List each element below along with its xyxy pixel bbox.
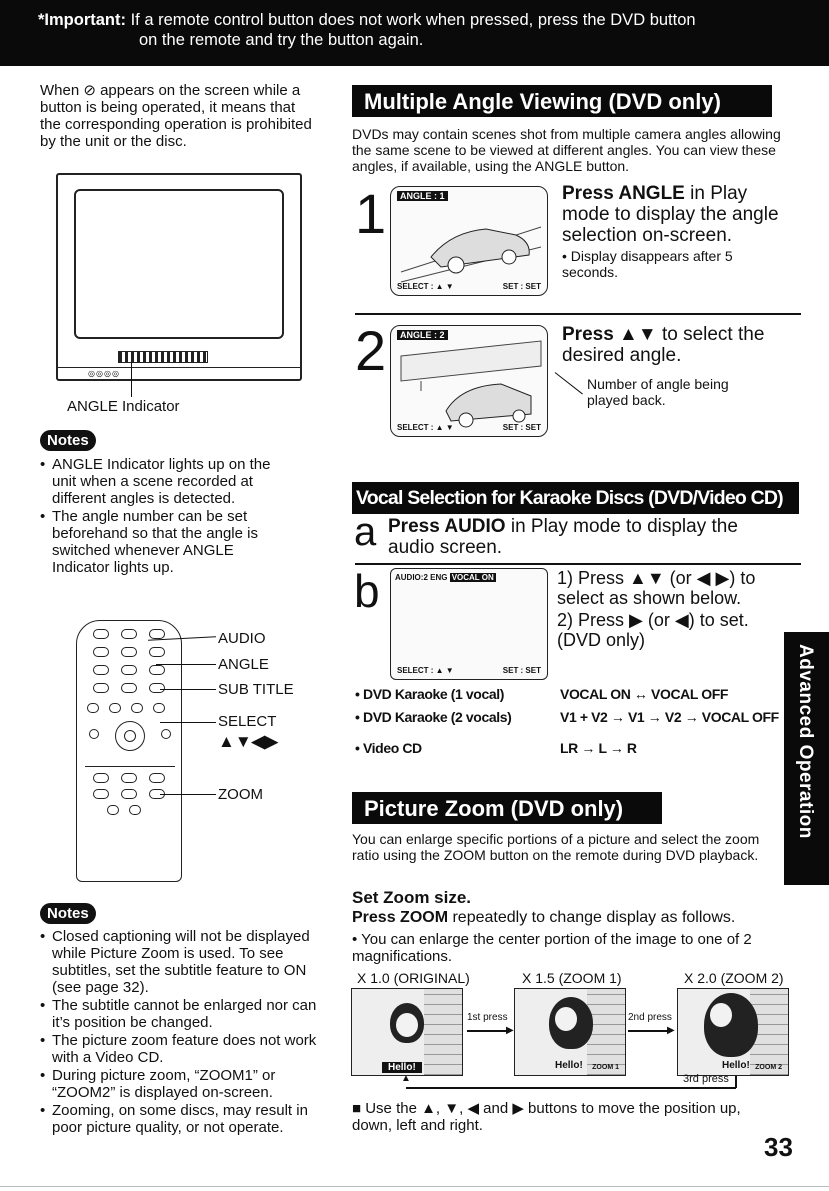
car-illustration <box>391 326 548 437</box>
angle-indicator-label: ANGLE Indicator <box>67 398 180 415</box>
audio-screen-footer <box>397 666 541 675</box>
note-item: • During picture zoom, “ZOOM1” or “ZOOM2” is displayed on-screen. <box>40 1067 320 1101</box>
angle1-screen <box>390 186 548 296</box>
set-zoom-title: Set Zoom size. <box>352 888 472 907</box>
vocal-row-value: V1 + V2 → V1 → V2 → VOCAL OFF <box>560 709 779 725</box>
angle2-select: SELECT : ▲ ▼ <box>397 423 454 432</box>
remote-key <box>131 703 143 713</box>
remote-key <box>93 773 109 783</box>
step-1-bold: Press ANGLE <box>562 183 685 204</box>
zoom-caption-2: X 1.5 (ZOOM 1) <box>522 970 622 986</box>
hello-caption: Hello! <box>382 1062 422 1073</box>
remote-key <box>121 789 137 799</box>
angle1-footer <box>397 282 541 291</box>
important-line2: on the remote and try the button again. <box>139 31 424 49</box>
remote-key <box>89 729 99 739</box>
angle-description: DVDs may contain scenes shot from multiple camera angles allowing the same scene to be viewed at different angles. You can view these angles, if available, using the ANGLE button. <box>352 126 781 174</box>
woman-illustration <box>390 1003 424 1043</box>
vocal-row <box>355 737 779 760</box>
advanced-operation-tab <box>784 632 829 885</box>
step-2-bold: Press ▲▼ <box>562 324 657 345</box>
zoom-pointer <box>160 794 216 795</box>
zoom-section-title: Picture Zoom (DVD only) <box>352 792 662 824</box>
page-bottom-rule <box>0 1186 829 1187</box>
remote-key <box>153 703 165 713</box>
remote-subtitle-label: SUB TITLE <box>218 681 294 698</box>
angle2-set: SET : SET <box>502 423 541 432</box>
note-item: • The subtitle cannot be enlarged nor can it’s position be changed. <box>40 997 320 1031</box>
side-tab-label: Advanced Operation <box>795 644 816 839</box>
subtitle-pointer <box>160 689 216 690</box>
zoom-description: You can enlarge specific portions of a picture and select the zoom ratio using the ZOOM button on the remote during DVD playback. <box>352 831 760 863</box>
note-item: • The angle number can be set beforehand so that the angle is switched whenever ANGLE Indicator lights up. <box>40 508 295 576</box>
remote-key <box>93 665 109 675</box>
angle-number-pointer <box>555 372 583 394</box>
arrow-1 <box>467 1030 511 1032</box>
remote-set-key <box>124 730 136 742</box>
woman-illustration <box>549 997 593 1049</box>
press-1-label: 1st press <box>467 1012 508 1023</box>
zoom2-tag: ZOOM 2 <box>755 1064 782 1071</box>
step-1-bullet: • Display disappears after 5 seconds. <box>562 248 733 280</box>
remote-key <box>121 773 137 783</box>
remote-key <box>129 805 141 815</box>
vocal-row-value: VOCAL ON ↔ VOCAL OFF <box>560 686 729 702</box>
remote-key <box>121 665 137 675</box>
step-2-rest: to select the desired angle. <box>562 324 765 366</box>
remote-select-label: SELECT <box>218 713 277 730</box>
step-1-instruction <box>562 183 794 246</box>
remote-select-arrows: ▲▼◀▶ <box>218 732 278 751</box>
vocal-row-label: • Video CD <box>355 740 422 756</box>
zoom-caption-1: X 1.0 (ORIGINAL) <box>357 970 470 986</box>
angle-indicator-pointer <box>131 362 132 397</box>
step-b-letter: b <box>354 565 380 617</box>
arrow-2-head: ▶ <box>667 1025 675 1036</box>
press-zoom-bold: Press ZOOM <box>352 909 449 926</box>
vocal-row-value: LR → L → R <box>560 740 637 756</box>
step-1-bullet-text: Display disappears after 5 seconds. <box>562 248 733 280</box>
return-arrow-riser <box>735 1076 737 1088</box>
move-position-note: ■ Use the ▲, ▼, ◀ and ▶ buttons to move the position up, down, left and right. <box>352 1100 741 1134</box>
important-banner <box>0 0 829 66</box>
step-b-2: 2) Press ▶ (or ◀) to set. (DVD only) <box>557 610 749 650</box>
angle-section-title: Multiple Angle Viewing (DVD only) <box>352 85 772 117</box>
zoom-original-image <box>351 988 463 1076</box>
tv-illustration <box>56 173 302 381</box>
angle2-screen <box>390 325 548 437</box>
tv-base: ◎◎◎◎ <box>58 367 300 379</box>
remote-key <box>87 703 99 713</box>
angle-pointer <box>156 664 216 665</box>
note-item: • Closed captioning will not be displayed while Picture Zoom is used. To see subtitles, set the subtitle feature to ON (see page 32). <box>40 928 320 996</box>
step-a-letter: a <box>354 510 377 554</box>
angle1-set: SET : SET <box>502 282 541 291</box>
step-2-note: Number of angle being played back. <box>587 376 729 408</box>
step-1-rest: in Play mode to display the angle selection on-screen. <box>562 183 779 246</box>
audio-select: SELECT : ▲ ▼ <box>397 666 454 675</box>
angle2-footer <box>397 423 541 432</box>
vocal-row <box>355 706 779 729</box>
remote-key <box>149 647 165 657</box>
zoom2-image <box>677 988 789 1076</box>
step-a-bold: Press AUDIO <box>388 516 506 537</box>
select-pointer <box>160 722 216 723</box>
remote-key <box>121 629 137 639</box>
angle1-select: SELECT : ▲ ▼ <box>397 282 454 291</box>
car-illustration <box>391 187 548 296</box>
brick-wall <box>587 989 625 1075</box>
remote-key <box>93 789 109 799</box>
vocal-section-title: Vocal Selection for Karaoke Discs (DVD/Video CD) <box>352 482 799 514</box>
vocal-options-table <box>355 683 779 760</box>
hello-caption: Hello! <box>555 1060 583 1071</box>
press-2-label: 2nd press <box>628 1012 672 1023</box>
remote-key <box>121 683 137 693</box>
zoom-bullet: • You can enlarge the center portion of the image to one of 2 magnifications. <box>352 931 752 965</box>
step-a-instruction <box>388 516 788 558</box>
audio-tag-highlight: VOCAL ON <box>451 573 494 582</box>
remote-key <box>149 683 165 693</box>
return-arrow-line <box>406 1087 736 1089</box>
note-item: • The picture zoom feature does not work with a Video CD. <box>40 1032 320 1066</box>
remote-key <box>149 665 165 675</box>
zoom-caption-3: X 2.0 (ZOOM 2) <box>684 970 784 986</box>
important-line1: If a remote control button does not work when pressed, press the DVD button <box>130 11 696 29</box>
brick-wall <box>424 989 462 1075</box>
audio-screen-tag <box>395 573 496 582</box>
remote-key <box>149 773 165 783</box>
remote-key <box>161 729 171 739</box>
remote-key <box>109 703 121 713</box>
step-divider <box>355 563 801 565</box>
remote-key <box>149 629 165 639</box>
arrow-1-head: ▶ <box>506 1025 514 1036</box>
vocal-row <box>355 683 779 706</box>
remote-key <box>107 805 119 815</box>
remote-angle-label: ANGLE <box>218 656 269 673</box>
zoom-bullet-text: You can enlarge the center portion of the image to one of 2 magnifications. <box>352 931 752 965</box>
audio-tag-prefix: AUDIO:2 ENG <box>395 573 448 582</box>
notes-badge-2 <box>40 903 96 924</box>
vocal-row-label: • DVD Karaoke (1 vocal) <box>355 686 504 702</box>
page-number: 33 <box>764 1132 793 1162</box>
woman-illustration <box>704 993 758 1057</box>
return-arrow-head: ▲ <box>401 1073 411 1084</box>
step-1-number: 1 <box>355 182 387 245</box>
notes-badge-1 <box>40 430 96 451</box>
tv-screen <box>74 189 284 339</box>
press-3-label: 3rd press <box>683 1073 729 1085</box>
angle1-tag: ANGLE : 1 <box>397 191 448 201</box>
step-b-1: 1) Press ▲▼ (or ◀ ▶) to select as shown below. <box>557 568 756 608</box>
notes-list-1 <box>40 456 295 577</box>
remote-illustration <box>76 620 182 882</box>
remote-key <box>121 647 137 657</box>
vocal-row-label: • DVD Karaoke (2 vocals) <box>355 709 512 725</box>
zoom1-tag: ZOOM 1 <box>592 1064 619 1071</box>
press-zoom-rest: repeatedly to change display as follows. <box>448 909 736 926</box>
note-item: • Zooming, on some discs, may result in poor picture quality, or not operate. <box>40 1102 320 1136</box>
remote-zoom-label: ZOOM <box>218 786 263 803</box>
audio-set: SET : SET <box>502 666 541 675</box>
important-label: *Important: <box>38 11 126 29</box>
remote-key <box>93 647 109 657</box>
zoom1-image <box>514 988 626 1076</box>
notes-label: Notes <box>40 430 96 451</box>
remote-divider <box>85 766 175 767</box>
angle2-tag: ANGLE : 2 <box>397 330 448 340</box>
remote-audio-label: AUDIO <box>218 630 266 647</box>
remote-key <box>93 629 109 639</box>
prohibited-intro: When ⊘ appears on the screen while a button is being operated, it means that the corresponding operation is prohibited by the unit or the disc. <box>40 82 312 150</box>
step-divider <box>355 313 801 315</box>
press-zoom-line <box>352 909 735 927</box>
step-2-instruction <box>562 324 794 366</box>
note-item: • ANGLE Indicator lights up on the unit when a scene recorded at different angles is detected. <box>40 456 295 507</box>
notes-list-2 <box>40 928 320 1137</box>
audio-screen <box>390 568 548 680</box>
notes-label: Notes <box>40 903 96 924</box>
step-a-rest: in Play mode to display the audio screen. <box>388 516 738 558</box>
step-2-number: 2 <box>355 319 387 382</box>
remote-key <box>93 683 109 693</box>
arrow-2 <box>628 1030 672 1032</box>
hello-caption: Hello! <box>722 1060 750 1071</box>
